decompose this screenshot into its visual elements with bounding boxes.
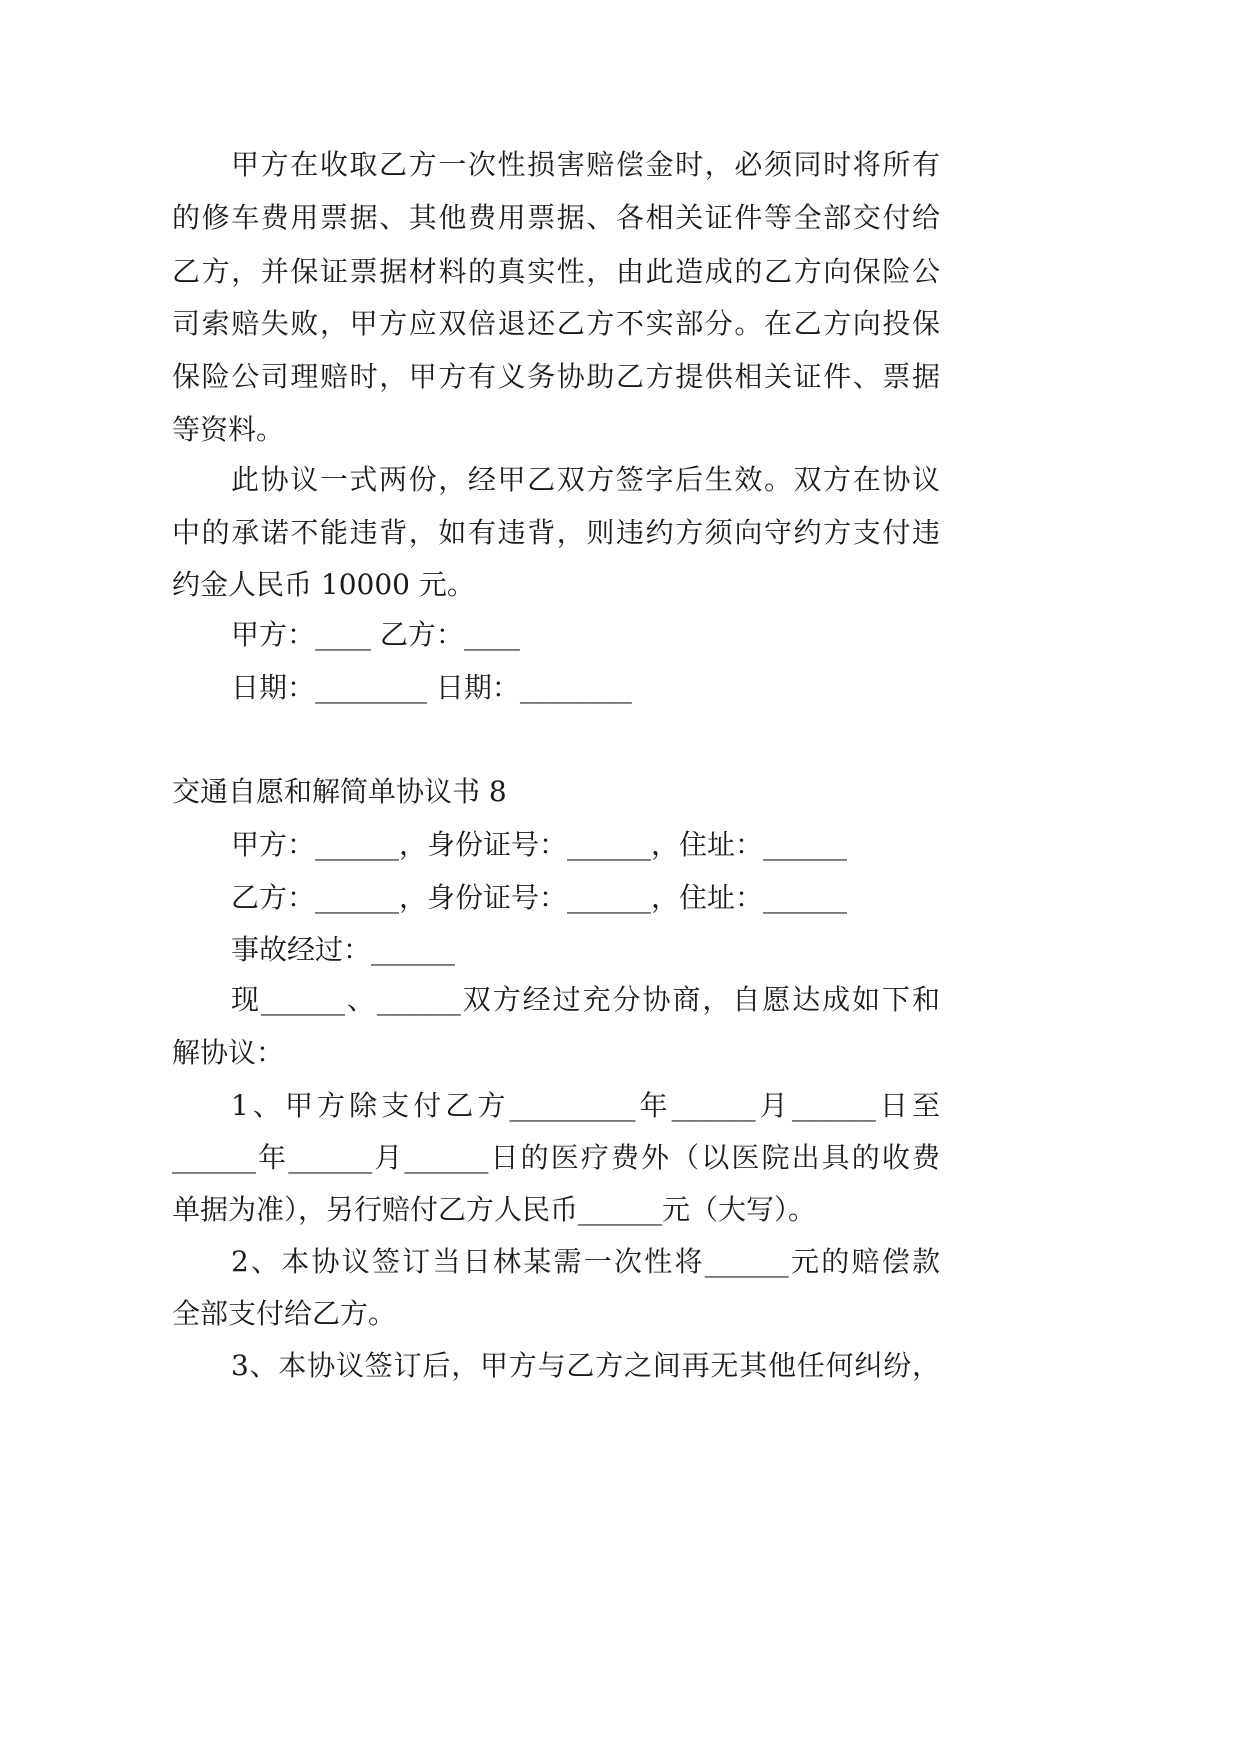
text-line: 单据为准），另行赔付乙方人民币______元（大写）。 [172, 1193, 817, 1226]
text-line: 乙方，并保证票据材料的真实性，由此造成的乙方向保险公 [172, 255, 940, 288]
text-line: ______年______月______日的医疗费外（以医院出具的收费 [172, 1141, 940, 1174]
text-line: 现______、______双方经过充分协商，自愿达成如下和 [231, 983, 940, 1016]
text-line: 解协议： [172, 1036, 285, 1069]
text-line: 事故经过：______ [231, 933, 456, 966]
text-line: 司索赔失败，甲方应双倍退还乙方不实部分。在乙方向投保 [172, 307, 940, 340]
text-line: 1、甲方除支付乙方_________年______月______日至 [231, 1089, 940, 1122]
text-line: 的修车费用票据、其他费用票据、各相关证件等全部交付给 [172, 201, 940, 234]
text-line: 甲方：____ 乙方：____ [231, 618, 520, 651]
text-line: 甲方在收取乙方一次性损害赔偿金时，必须同时将所有 [231, 148, 940, 181]
text-line: 乙方：______，身份证号：______，住址：______ [231, 881, 848, 914]
text-line: 此协议一式两份，经甲乙双方签字后生效。双方在协议 [231, 463, 940, 496]
text-line: 3、本协议签订后，甲方与乙方之间再无其他任何纠纷， [231, 1349, 940, 1382]
text-line: 等资料。 [172, 413, 285, 446]
text-line: 2、本协议签订当日林某需一次性将______元的赔偿款 [231, 1245, 940, 1278]
text-line: 约金人民币 10000 元。 [172, 568, 475, 601]
text-line: 日期：________ 日期：________ [231, 671, 632, 704]
section-title: 交通自愿和解简单协议书 8 [172, 775, 507, 808]
text-line: 中的承诺不能违背，如有违背，则违约方须向守约方支付违 [172, 516, 940, 549]
text-line: 甲方：______，身份证号：______，住址：______ [231, 828, 848, 861]
text-line: 保险公司理赔时，甲方有义务协助乙方提供相关证件、票据 [172, 360, 940, 393]
text-line: 全部支付给乙方。 [172, 1297, 397, 1330]
